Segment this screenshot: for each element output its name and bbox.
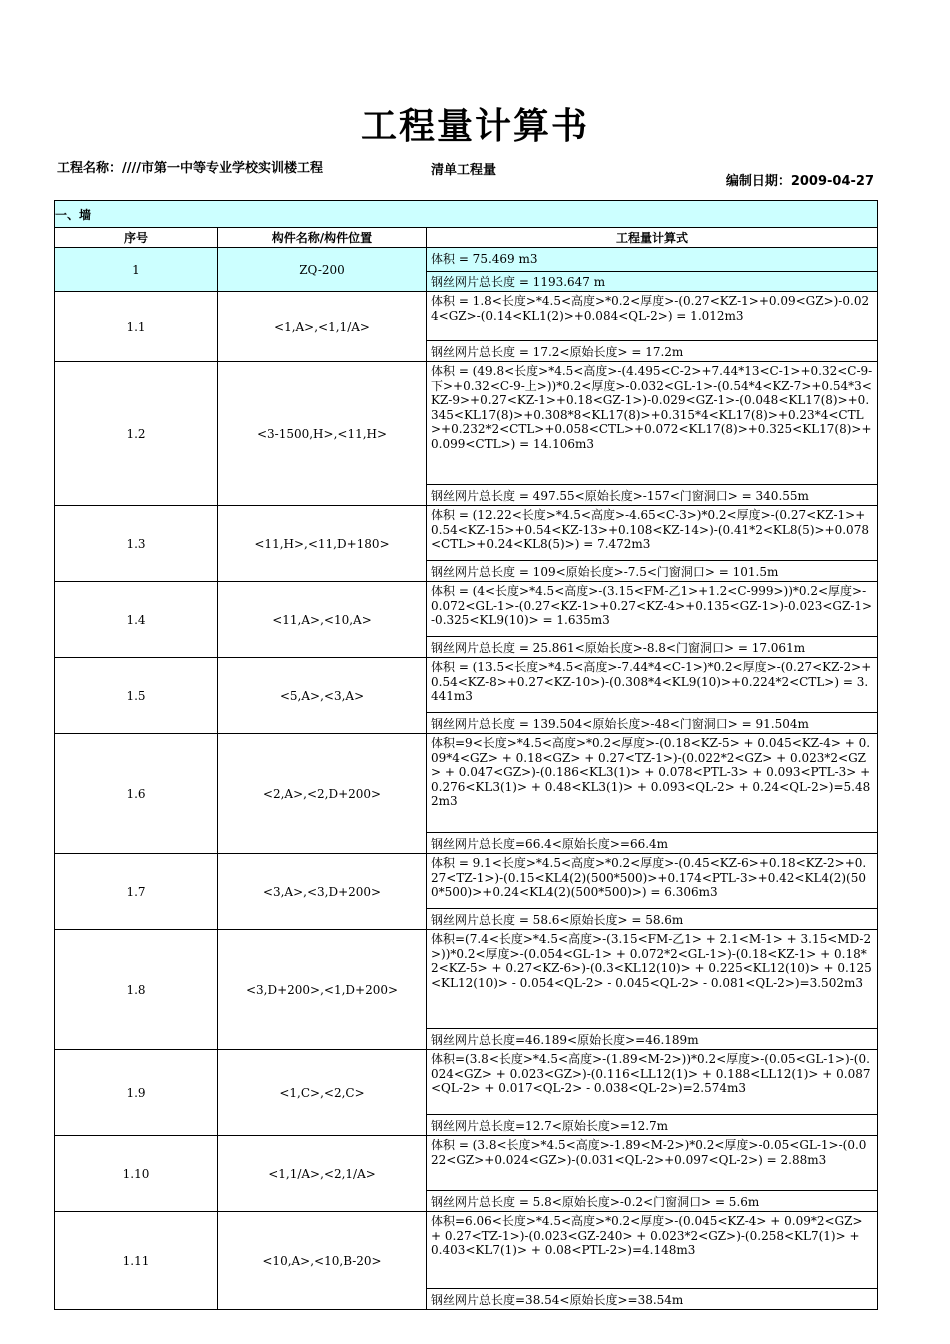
row-location: <5,A>,<3,A> [218, 658, 427, 734]
row-volume-formula: 体积=9<长度>*4.5<高度>*0.2<厚度>-(0.18<KZ-5> + 0.045<KZ-4> + 0.09*4<GZ> + 0.18<GZ> + 0.27<TZ-1>)-(0.022*2<GZ> + 0.023*2<GZ> + 0.047<GZ>)-(0.186<KL3(1)> + 0.078<PTL-3> + 0.093<PTL-3> + 0.276<KL3(1)> + 0.48<KL3(1)> + 0.093<QL-2> + 0.24<QL-2>)=5.482m3 [427, 734, 878, 833]
row-mesh-length: 钢丝网片总长度 = 17.2<原始长度> = 17.2m [427, 341, 878, 362]
row-location: <3,A>,<3,D+200> [218, 854, 427, 930]
table-row [55, 362, 878, 485]
row-mesh-length: 钢丝网片总长度 = 109<原始长度>-7.5<门窗洞口> = 101.5m [427, 561, 878, 582]
row-location: <3-1500,H>,<11,H> [218, 362, 427, 506]
row-volume-formula: 体积=(3.8<长度>*4.5<高度>-(1.89<M-2>))*0.2<厚度>-(0.05<GL-1>)-(0.024<GZ> + 0.023<GZ>)-(0.116<LL12(1)> + 0.188<LL12(1)> + 0.087<QL-2> + 0.017<QL-2> - 0.038<QL-2>)=2.574m3 [427, 1050, 878, 1115]
row-mesh-length: 钢丝网片总长度=66.4<原始长度>=66.4m [427, 833, 878, 854]
table-row [55, 1050, 878, 1115]
row-volume-formula: 体积 = (3.8<长度>*4.5<高度>-1.89<M-2>)*0.2<厚度>-0.05<GL-1>-(0.022<GZ>+0.024<GZ>)-(0.031<QL-2>+0.097<QL-2>) = 2.88m3 [427, 1136, 878, 1191]
row-volume-formula: 体积 = (4<长度>*4.5<高度>-(3.15<FM-乙1>+1.2<C-999>))*0.2<厚度>-0.072<GL-1>-(0.27<KZ-1>+0.27<KZ-4>+0.135<GZ-1>)-0.023<GZ-1>-0.325<KL9(10)> = 1.635m3 [427, 582, 878, 637]
row-no: 1.2 [55, 362, 218, 506]
table-row [55, 506, 878, 561]
row-mesh-length: 钢丝网片总长度=12.7<原始长度>=12.7m [427, 1115, 878, 1136]
summary-no: 1 [55, 248, 218, 292]
row-mesh-length: 钢丝网片总长度=46.189<原始长度>=46.189m [427, 1029, 878, 1050]
row-mesh-length: 钢丝网片总长度 = 5.8<原始长度>-0.2<门窗洞口> = 5.6m [427, 1191, 878, 1212]
header-no: 序号 [55, 228, 218, 248]
row-location: <1,A>,<1,1/A> [218, 292, 427, 362]
row-volume-formula: 体积 = 1.8<长度>*4.5<高度>*0.2<厚度>-(0.27<KZ-1>+0.09<GZ>)-0.024<GZ>-(0.14<KL1(2)>+0.084<QL-2>) = 1.012m3 [427, 292, 878, 341]
row-no: 1.8 [55, 930, 218, 1050]
row-location: <1,C>,<2,C> [218, 1050, 427, 1136]
row-volume-formula: 体积 = 9.1<长度>*4.5<高度>*0.2<厚度>-(0.45<KZ-6>+0.18<KZ-2>+0.27<TZ-1>)-(0.15<KL4(2)(500*500)>+0.174<PTL-3>+0.42<KL4(2)(500*500)>+0.24<KL4(2)(500*500)>) = 6.306m3 [427, 854, 878, 909]
section-title: 一、墙 [55, 201, 878, 228]
row-location: <10,A>,<10,B-20> [218, 1212, 427, 1310]
row-no: 1.9 [55, 1050, 218, 1136]
list-type-label: 清单工程量 [431, 163, 497, 178]
row-mesh-length: 钢丝网片总长度 = 58.6<原始长度> = 58.6m [427, 909, 878, 930]
summary-mesh: 钢丝网片总长度 = 1193.647 m [427, 272, 878, 292]
project-name: 工程名称：////市第一中等专业学校实训楼工程 [57, 161, 323, 176]
row-mesh-length: 钢丝网片总长度=38.54<原始长度>=38.54m [427, 1289, 878, 1310]
table-row [55, 658, 878, 713]
page-title: 工程量计算书 [360, 106, 589, 147]
row-no: 1.4 [55, 582, 218, 658]
row-volume-formula: 体积 = (49.8<长度>*4.5<高度>-(4.495<C-2>+7.44*13<C-1>+0.32<C-9-下>+0.32<C-9-上>))*0.2<厚度>-0.032<GL-1>-(0.54*4<KZ-7>+0.54*3<KZ-9>+0.27<KZ-1>+0.18<GZ-1>)-0.029<GZ-1>-(0.048<KL17(8)>+0.345<KL17(8)>+0.308*8<KL17(8)>+0.315*4<KL17(8)>+0.23*4<CTL>+0.232*2<CTL>+0.058<CTL>+0.072<KL17(8)>+0.325<KL17(8)>+0.099<CTL>) = 14.106m3 [427, 362, 878, 485]
row-no: 1.6 [55, 734, 218, 854]
row-location: <2,A>,<2,D+200> [218, 734, 427, 854]
section-header-row [55, 201, 878, 228]
row-location: <11,A>,<10,A> [218, 582, 427, 658]
table-row [55, 292, 878, 341]
row-volume-formula: 体积 = (13.5<长度>*4.5<高度>-7.44*4<C-1>)*0.2<厚度>-(0.27<KZ-2>+0.54<KZ-8>+0.27<KZ-10>)-(0.308*4<KL9(10)>+0.224*2<CTL>) = 3.441m3 [427, 658, 878, 713]
row-no: 1.10 [55, 1136, 218, 1212]
table-row [55, 1136, 878, 1191]
row-location: <11,H>,<11,D+180> [218, 506, 427, 582]
row-location: <3,D+200>,<1,D+200> [218, 930, 427, 1050]
table-row [55, 854, 878, 909]
row-no: 1.7 [55, 854, 218, 930]
table-row [55, 734, 878, 833]
row-mesh-length: 钢丝网片总长度 = 139.504<原始长度>-48<门窗洞口> = 91.504m [427, 713, 878, 734]
column-header-row [55, 228, 878, 248]
summary-name: ZQ-200 [218, 248, 427, 292]
summary-row [55, 248, 878, 272]
row-no: 1.11 [55, 1212, 218, 1310]
compile-date: 编制日期：2009-04-27 [725, 174, 874, 189]
row-no: 1.3 [55, 506, 218, 582]
row-no: 1.1 [55, 292, 218, 362]
row-mesh-length: 钢丝网片总长度 = 25.861<原始长度>-8.8<门窗洞口> = 17.061m [427, 637, 878, 658]
row-volume-formula: 体积=(7.4<长度>*4.5<高度>-(3.15<FM-乙1> + 2.1<M-1> + 3.15<MD-2>))*0.2<厚度>-(0.054<GL-1> + 0.072*2<GL-1>)-(0.18<KZ-1> + 0.18*2<KZ-5> + 0.27<KZ-6>)-(0.3<KL12(10)> + 0.225<KL12(10)> + 0.125<KL12(10)> - 0.054<QL-2> - 0.045<QL-2> - 0.081<QL-2>)=3.502m3 [427, 930, 878, 1029]
table-row [55, 582, 878, 637]
header-name: 构件名称/构件位置 [218, 228, 427, 248]
summary-volume: 体积 = 75.469 m3 [427, 248, 878, 272]
row-no: 1.5 [55, 658, 218, 734]
quantity-table [54, 200, 878, 1310]
row-volume-formula: 体积=6.06<长度>*4.5<高度>*0.2<厚度>-(0.045<KZ-4> + 0.09*2<GZ> + 0.27<TZ-1>)-(0.023<GZ-240> + 0.023*2<GZ>)-(0.258<KL7(1)> + 0.403<KL7(1)> + 0.08<PTL-2>)=4.148m3 [427, 1212, 878, 1289]
table-row [55, 930, 878, 1029]
table-row [55, 1212, 878, 1289]
header-formula: 工程量计算式 [427, 228, 878, 248]
row-location: <1,1/A>,<2,1/A> [218, 1136, 427, 1212]
row-mesh-length: 钢丝网片总长度 = 497.55<原始长度>-157<门窗洞口> = 340.55m [427, 485, 878, 506]
row-volume-formula: 体积 = (12.22<长度>*4.5<高度>-4.65<C-3>)*0.2<厚度>-(0.27<KZ-1>+0.54<KZ-15>+0.54<KZ-13>+0.108<KZ-14>)-(0.41*2<KL8(5)>+0.078<CTL>+0.24<KL8(5)>) = 7.472m3 [427, 506, 878, 561]
